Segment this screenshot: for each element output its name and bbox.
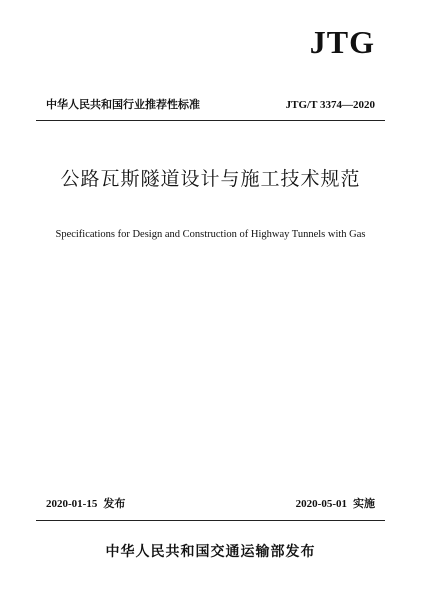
effective-date: 2020-05-01 xyxy=(295,498,347,510)
issue-label: 发布 xyxy=(103,497,126,510)
effective-date-group xyxy=(296,496,375,512)
document-title-chinese: 公路瓦斯隧道设计与施工技术规范 xyxy=(60,168,361,190)
jtg-logo: JTG xyxy=(309,24,375,60)
bottom-divider xyxy=(36,520,385,521)
issue-date-group xyxy=(46,496,125,512)
standard-category: 中华人民共和国行业推荐性标准 xyxy=(46,98,200,111)
standard-info-row xyxy=(46,97,375,113)
issue-date: 2020-01-15 xyxy=(46,498,98,510)
dates-row xyxy=(46,496,375,512)
effective-label: 实施 xyxy=(353,497,375,510)
top-divider xyxy=(36,120,385,121)
publisher: 中华人民共和国交通运输部发布 xyxy=(105,544,316,560)
standard-code: JTG/T 3374—2020 xyxy=(285,99,375,111)
document-title-english: Specifications for Design and Construction of Highway Tunnels with Gas xyxy=(55,229,366,240)
